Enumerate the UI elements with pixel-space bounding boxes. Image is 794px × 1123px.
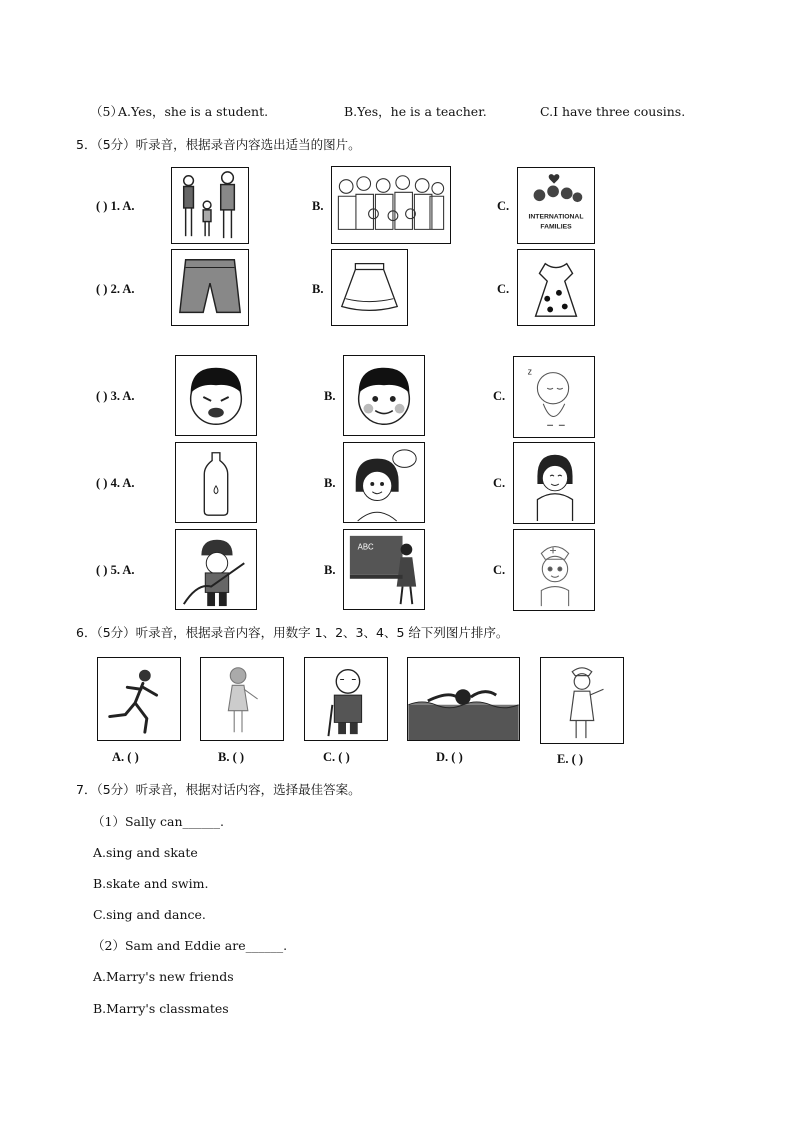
- q5-row1-label: ( ) 1. A.: [96, 199, 135, 213]
- q6-option-d: D. ( ): [436, 750, 463, 764]
- q5-row2-c: C.: [497, 282, 510, 296]
- international-families-picture: [517, 167, 595, 244]
- q7-item2-question: （2）Sam and Eddie are______.: [92, 938, 288, 953]
- teacher-at-blackboard-picture: [343, 529, 425, 610]
- q7-item2-option-b: B.Marry's classmates: [93, 1001, 229, 1016]
- nurse-picture: [513, 529, 595, 611]
- skirt-picture: [331, 249, 408, 326]
- girl-thinking-of-food-picture: [343, 442, 425, 523]
- crying-boy-picture: [175, 355, 257, 436]
- q5-row5-c: C.: [493, 563, 506, 577]
- q5-row1-c: C.: [497, 199, 510, 213]
- q5-row3-c: C.: [493, 389, 506, 403]
- q5-row5-b: B.: [324, 563, 336, 577]
- q6-option-b: B. ( ): [218, 750, 245, 764]
- q5-row4-label: ( ) 4. A.: [96, 476, 135, 490]
- q5-row4-c: C.: [493, 476, 506, 490]
- q6-option-c: C. ( ): [323, 750, 350, 764]
- dress-picture: [517, 249, 595, 326]
- abc-text: ABC: [357, 542, 374, 552]
- international-text: INTERNATIONAL: [528, 213, 584, 221]
- q6-option-a: A. ( ): [112, 750, 139, 764]
- svg-text:z: z: [527, 366, 533, 377]
- q5-row4-b: B.: [324, 476, 336, 490]
- q5-row5-label: ( ) 5. A.: [96, 563, 135, 577]
- runner-picture: [97, 657, 181, 741]
- q5-row2-b: B.: [312, 282, 324, 296]
- old-woman-picture: [200, 657, 284, 741]
- sleeping-baby-picture: [513, 356, 595, 438]
- q7-item1-option-b: B.skate and swim.: [93, 876, 209, 891]
- girl-hungry-picture: [513, 442, 595, 524]
- q4-item5-option-c: C.I have three cousins.: [540, 104, 686, 119]
- families-text: FAMILIES: [540, 223, 572, 231]
- q5-row3-label: ( ) 3. A.: [96, 389, 135, 403]
- q6-option-e: E. ( ): [557, 752, 584, 766]
- nurse-standing-picture: [540, 657, 624, 744]
- q5-row3-b: B.: [324, 389, 336, 403]
- q7-title: 7．（5分）听录音，根据对话内容，选择最佳答案。: [76, 782, 361, 797]
- q4-item5-option-a: A.Yes，she is a student.: [118, 104, 269, 119]
- q6-title: 6．（5分）听录音，根据录音内容，用数字 1、2、3、4、5 给下列图片排序。: [76, 625, 509, 640]
- family-of-three-picture: [171, 167, 249, 244]
- q5-row1-b: B.: [312, 199, 324, 213]
- q4-item5-option-b: B.Yes，he is a teacher.: [344, 104, 487, 119]
- swimming-picture: [407, 657, 520, 741]
- q5-row2-label: ( ) 2. A.: [96, 282, 135, 296]
- firefighter-picture: [175, 529, 257, 610]
- big-family-picture: [331, 166, 451, 244]
- q4-item5-number: （5）: [90, 104, 123, 119]
- old-man-with-cane-picture: [304, 657, 388, 741]
- q7-item2-option-a: A.Marry's new friends: [93, 969, 234, 984]
- q7-item1-option-a: A.sing and skate: [93, 845, 198, 860]
- water-bottle-picture: [175, 442, 257, 523]
- q7-item1-question: （1）Sally can______.: [92, 814, 224, 829]
- smiling-boy-picture: [343, 355, 425, 436]
- q7-item1-option-c: C.sing and dance.: [93, 907, 206, 922]
- shorts-picture: [171, 249, 249, 326]
- q5-title: 5．（5分）听录音，根据录音内容选出适当的图片。: [76, 137, 361, 152]
